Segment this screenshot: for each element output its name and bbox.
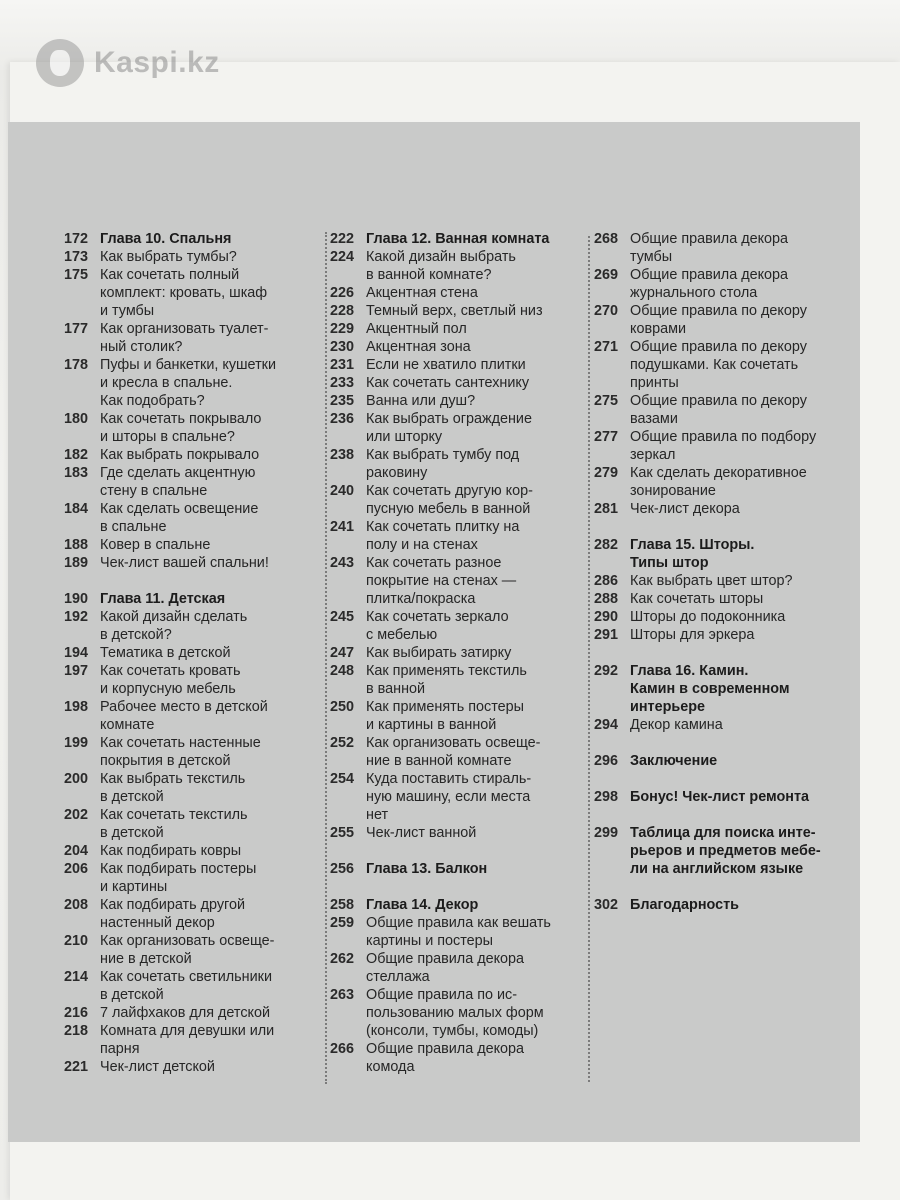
toc-entry bbox=[64, 770, 324, 806]
page-number: 298 bbox=[594, 789, 619, 805]
toc-chapter-entry bbox=[594, 824, 856, 878]
toc-entry bbox=[330, 284, 590, 302]
toc-entry bbox=[330, 338, 590, 356]
entry-title: Как применять текстиль в ванной bbox=[366, 663, 527, 697]
entry-title: Какой дизайн сделать в детской? bbox=[100, 609, 248, 643]
toc-entry bbox=[330, 734, 590, 770]
entry-title: Как сочетать полный комплект: кровать, шкаф и тумбы bbox=[100, 267, 268, 319]
section-gap bbox=[594, 878, 856, 896]
column-divider bbox=[325, 232, 327, 1084]
kaspi-logo-icon bbox=[36, 39, 84, 87]
entry-title: Как сочетать кровать и корпусную мебель bbox=[100, 663, 241, 697]
page-number: 199 bbox=[64, 735, 89, 751]
entry-title: Как организовать освеще- ние в детской bbox=[100, 933, 275, 967]
entry-title: Общие правила как вешать картины и постеры bbox=[366, 915, 551, 949]
page-number: 222 bbox=[330, 231, 355, 247]
page-number: 256 bbox=[330, 861, 355, 877]
toc-chapter-entry bbox=[594, 752, 856, 770]
entry-title: Как сочетать настенные покрытия в детской bbox=[100, 735, 261, 769]
entry-title: Как выбрать ограждение или шторку bbox=[366, 411, 532, 445]
toc-entry bbox=[64, 662, 324, 698]
page-number: 263 bbox=[330, 987, 355, 1003]
toc-entry bbox=[330, 392, 590, 410]
page-number: 250 bbox=[330, 699, 355, 715]
toc-entry bbox=[330, 986, 590, 1040]
toc-entry bbox=[64, 806, 324, 842]
toc-entry bbox=[330, 302, 590, 320]
page-number: 177 bbox=[64, 321, 89, 337]
toc-entry bbox=[64, 608, 324, 644]
page-number: 241 bbox=[330, 519, 355, 535]
toc-entry bbox=[64, 896, 324, 932]
entry-title: Общие правила по декору подушками. Как сочетать принты bbox=[630, 339, 807, 391]
page-number: 206 bbox=[64, 861, 89, 877]
page-number: 255 bbox=[330, 825, 355, 841]
page-number: 221 bbox=[64, 1059, 89, 1075]
page-number: 292 bbox=[594, 663, 619, 679]
entry-title: Шторы до подоконника bbox=[630, 609, 786, 625]
page-number: 226 bbox=[330, 285, 355, 301]
page-number: 175 bbox=[64, 267, 89, 283]
toc-entry bbox=[64, 734, 324, 770]
section-gap bbox=[330, 842, 590, 860]
entry-title: Если не хватило плитки bbox=[366, 357, 526, 373]
page-number: 216 bbox=[64, 1005, 89, 1021]
entry-title: Акцентная зона bbox=[366, 339, 471, 355]
toc-entry bbox=[64, 860, 324, 896]
toc-entry bbox=[64, 248, 324, 266]
entry-title: Как выбирать затирку bbox=[366, 645, 512, 661]
toc-entry bbox=[594, 230, 856, 266]
section-gap bbox=[64, 572, 324, 590]
page-number: 192 bbox=[64, 609, 89, 625]
toc-entry bbox=[64, 464, 324, 500]
section-gap bbox=[594, 806, 856, 824]
page-number: 286 bbox=[594, 573, 619, 589]
page-number: 277 bbox=[594, 429, 619, 445]
chapter-title: Таблица для поиска инте- рьеров и предметов мебе- ли на английском языке bbox=[630, 825, 821, 877]
watermark-text: Kaspi.kz bbox=[94, 46, 220, 79]
page-number: 258 bbox=[330, 897, 355, 913]
page-number: 238 bbox=[330, 447, 355, 463]
toc-chapter-entry bbox=[330, 230, 590, 248]
page-number: 269 bbox=[594, 267, 619, 283]
toc-chapter-entry bbox=[594, 536, 856, 572]
toc-entry bbox=[330, 554, 590, 608]
toc-entry bbox=[330, 356, 590, 374]
chapter-title: Глава 14. Декор bbox=[366, 897, 479, 913]
page-number: 247 bbox=[330, 645, 355, 661]
entry-title: Как сочетать шторы bbox=[630, 591, 764, 607]
toc-entry bbox=[594, 428, 856, 464]
page-number: 235 bbox=[330, 393, 355, 409]
entry-title: Общие правила по подбору зеркал bbox=[630, 429, 817, 463]
toc-entry bbox=[594, 392, 856, 428]
page-number: 233 bbox=[330, 375, 355, 391]
toc-entry bbox=[330, 698, 590, 734]
page-number: 252 bbox=[330, 735, 355, 751]
page-number: 194 bbox=[64, 645, 89, 661]
entry-title: Темный верх, светлый низ bbox=[366, 303, 543, 319]
toc-entry bbox=[330, 320, 590, 338]
page-number: 180 bbox=[64, 411, 89, 427]
entry-title: Общие правила по ис- пользованию малых форм (консоли, тумбы, комоды) bbox=[366, 987, 544, 1039]
section-gap bbox=[330, 878, 590, 896]
toc-column-1 bbox=[64, 230, 324, 1076]
page-number: 270 bbox=[594, 303, 619, 319]
toc-chapter-entry bbox=[64, 590, 324, 608]
toc-entry bbox=[594, 302, 856, 338]
page-number: 229 bbox=[330, 321, 355, 337]
chapter-title: Глава 12. Ванная комната bbox=[366, 231, 550, 247]
page-number: 224 bbox=[330, 249, 355, 265]
page-number: 200 bbox=[64, 771, 89, 787]
toc-entry bbox=[330, 1040, 590, 1076]
entry-title: Какой дизайн выбрать в ванной комнате? bbox=[366, 249, 516, 283]
page-number: 236 bbox=[330, 411, 355, 427]
toc-chapter-entry bbox=[330, 860, 590, 878]
entry-title: Общие правила декора стеллажа bbox=[366, 951, 525, 985]
toc-entry bbox=[594, 608, 856, 626]
entry-title: Тематика в детской bbox=[100, 645, 231, 661]
page-number: 182 bbox=[64, 447, 89, 463]
toc-entry bbox=[330, 662, 590, 698]
entry-title: Где сделать акцентную стену в спальне bbox=[100, 465, 256, 499]
page-number: 202 bbox=[64, 807, 89, 823]
toc-entry bbox=[330, 446, 590, 482]
entry-title: Как сочетать светильники в детской bbox=[100, 969, 272, 1003]
entry-title: Как подбирать постеры и картины bbox=[100, 861, 257, 895]
page-number: 197 bbox=[64, 663, 89, 679]
toc-entry bbox=[330, 608, 590, 644]
toc-entry bbox=[330, 914, 590, 950]
chapter-title: Заключение bbox=[630, 753, 718, 769]
toc-entry bbox=[330, 770, 590, 824]
page-number: 288 bbox=[594, 591, 619, 607]
toc-column-3 bbox=[594, 230, 856, 914]
page-number: 210 bbox=[64, 933, 89, 949]
toc-entry bbox=[594, 464, 856, 500]
toc-chapter-entry bbox=[330, 896, 590, 914]
entry-title: Акцентная стена bbox=[366, 285, 478, 301]
toc-entry bbox=[594, 500, 856, 518]
page-number: 302 bbox=[594, 897, 619, 913]
page-number: 218 bbox=[64, 1023, 89, 1039]
page-number: 266 bbox=[330, 1041, 355, 1057]
entry-title: Как организовать освеще- ние в ванной комнате bbox=[366, 735, 541, 769]
page-number: 282 bbox=[594, 537, 619, 553]
page-number: 245 bbox=[330, 609, 355, 625]
entry-title: Чек-лист вашей спальни! bbox=[100, 555, 269, 571]
page-number: 243 bbox=[330, 555, 355, 571]
toc-entry bbox=[330, 824, 590, 842]
page-number: 184 bbox=[64, 501, 89, 517]
toc-entry bbox=[64, 266, 324, 320]
section-gap bbox=[594, 770, 856, 788]
entry-title: Как выбрать текстиль в детской bbox=[100, 771, 246, 805]
toc-entry bbox=[64, 410, 324, 446]
toc-entry bbox=[330, 374, 590, 392]
chapter-title: Глава 15. Шторы. Типы штор bbox=[630, 537, 755, 571]
toc-entry bbox=[330, 248, 590, 284]
page-number: 214 bbox=[64, 969, 89, 985]
toc-entry bbox=[64, 320, 324, 356]
toc-entry bbox=[64, 1004, 324, 1022]
page-number: 178 bbox=[64, 357, 89, 373]
page-number: 268 bbox=[594, 231, 619, 247]
toc-chapter-entry bbox=[594, 896, 856, 914]
entry-title: Как сделать декоративное зонирование bbox=[630, 465, 807, 499]
toc-entry bbox=[64, 842, 324, 860]
chapter-title: Глава 11. Детская bbox=[100, 591, 226, 607]
page-number: 259 bbox=[330, 915, 355, 931]
page-number: 271 bbox=[594, 339, 619, 355]
page-number: 240 bbox=[330, 483, 355, 499]
page-number: 204 bbox=[64, 843, 89, 859]
entry-title: Комната для девушки или парня bbox=[100, 1023, 275, 1057]
toc-chapter-entry bbox=[594, 662, 856, 716]
toc-entry bbox=[330, 410, 590, 446]
entry-title: Рабочее место в детской комнате bbox=[100, 699, 268, 733]
chapter-title: Благодарность bbox=[630, 897, 740, 913]
entry-title: Ковер в спальне bbox=[100, 537, 211, 553]
page-number: 190 bbox=[64, 591, 89, 607]
entry-title: Общие правила декора журнального стола bbox=[630, 267, 789, 301]
toc-entry bbox=[64, 446, 324, 464]
entry-title: Пуфы и банкетки, кушетки и кресла в спальне. Как подобрать? bbox=[100, 357, 277, 409]
entry-title: Как подбирать другой настенный декор bbox=[100, 897, 246, 931]
chapter-title: Глава 10. Спальня bbox=[100, 231, 232, 247]
entry-title: Как сочетать текстиль в детской bbox=[100, 807, 248, 841]
entry-title: Как применять постеры и картины в ванной bbox=[366, 699, 525, 733]
toc-entry bbox=[64, 698, 324, 734]
entry-title: Как сделать освещение в спальне bbox=[100, 501, 259, 535]
entry-title: Ванна или душ? bbox=[366, 393, 476, 409]
page-number: 281 bbox=[594, 501, 619, 517]
entry-title: Общие правила декора комода bbox=[366, 1041, 525, 1075]
toc-entry bbox=[64, 536, 324, 554]
entry-title: Как сочетать покрывало и шторы в спальне? bbox=[100, 411, 262, 445]
toc-entry bbox=[594, 590, 856, 608]
page-number: 172 bbox=[64, 231, 89, 247]
toc-entry bbox=[64, 356, 324, 410]
page-number: 228 bbox=[330, 303, 355, 319]
entry-title: Как выбрать тумбу под раковину bbox=[366, 447, 520, 481]
page-number: 173 bbox=[64, 249, 89, 265]
toc-entry bbox=[64, 968, 324, 1004]
toc-entry bbox=[64, 644, 324, 662]
chapter-title: Глава 13. Балкон bbox=[366, 861, 488, 877]
entry-title: Общие правила по декору коврами bbox=[630, 303, 807, 337]
toc-entry bbox=[594, 572, 856, 590]
entry-title: Акцентный пол bbox=[366, 321, 467, 337]
page-number: 296 bbox=[594, 753, 619, 769]
page-number: 291 bbox=[594, 627, 619, 643]
page-number: 189 bbox=[64, 555, 89, 571]
page-number: 299 bbox=[594, 825, 619, 841]
toc-column-2 bbox=[330, 230, 590, 1076]
entry-title: Как сочетать сантехнику bbox=[366, 375, 530, 391]
page-number: 262 bbox=[330, 951, 355, 967]
entry-title: Как сочетать плитку на полу и на стенах bbox=[366, 519, 520, 553]
toc-entry bbox=[594, 266, 856, 302]
chapter-title: Бонус! Чек-лист ремонта bbox=[630, 789, 810, 805]
page-number: 290 bbox=[594, 609, 619, 625]
toc-entry bbox=[64, 554, 324, 572]
entry-title: Чек-лист ванной bbox=[366, 825, 477, 841]
entry-title: Как сочетать зеркало с мебелью bbox=[366, 609, 509, 643]
toc-entry bbox=[64, 1022, 324, 1058]
section-gap bbox=[594, 734, 856, 752]
chapter-title: Глава 16. Камин. Камин в современном интерьере bbox=[630, 663, 790, 715]
entry-title: Как сочетать другую кор- пусную мебель в ванной bbox=[366, 483, 533, 517]
entry-title: Декор камина bbox=[630, 717, 723, 733]
entry-title: Общие правила декора тумбы bbox=[630, 231, 789, 265]
toc-entry bbox=[330, 518, 590, 554]
watermark bbox=[36, 38, 220, 88]
page-number: 230 bbox=[330, 339, 355, 355]
page-number: 188 bbox=[64, 537, 89, 553]
page-number: 254 bbox=[330, 771, 355, 787]
toc-entry bbox=[594, 626, 856, 644]
page-number: 231 bbox=[330, 357, 355, 373]
toc-chapter-entry bbox=[594, 788, 856, 806]
entry-title: Как выбрать тумбы? bbox=[100, 249, 237, 265]
page-number: 208 bbox=[64, 897, 89, 913]
section-gap bbox=[594, 518, 856, 536]
entry-title: Как подбирать ковры bbox=[100, 843, 242, 859]
entry-title: 7 лайфхаков для детской bbox=[100, 1005, 271, 1021]
toc-entry bbox=[330, 644, 590, 662]
entry-title: Чек-лист детской bbox=[100, 1059, 215, 1075]
toc-entry bbox=[594, 716, 856, 734]
entry-title: Как организовать туалет- ный столик? bbox=[100, 321, 269, 355]
section-gap bbox=[594, 644, 856, 662]
entry-title: Общие правила по декору вазами bbox=[630, 393, 807, 427]
page-number: 248 bbox=[330, 663, 355, 679]
page-number: 183 bbox=[64, 465, 89, 481]
toc-entry bbox=[330, 950, 590, 986]
page-number: 294 bbox=[594, 717, 619, 733]
toc-entry bbox=[330, 482, 590, 518]
entry-title: Куда поставить стираль- ную машину, если места нет bbox=[366, 771, 532, 823]
entry-title: Шторы для эркера bbox=[630, 627, 755, 643]
toc-entry bbox=[64, 932, 324, 968]
entry-title: Чек-лист декора bbox=[630, 501, 740, 517]
toc-chapter-entry bbox=[64, 230, 324, 248]
entry-title: Как сочетать разное покрытие на стенах — плитка/покраска bbox=[366, 555, 517, 607]
page-number: 279 bbox=[594, 465, 619, 481]
page-number: 275 bbox=[594, 393, 619, 409]
toc-entry bbox=[594, 338, 856, 392]
toc-entry bbox=[64, 500, 324, 536]
toc-entry bbox=[64, 1058, 324, 1076]
entry-title: Как выбрать покрывало bbox=[100, 447, 260, 463]
entry-title: Как выбрать цвет штор? bbox=[630, 573, 793, 589]
page-number: 198 bbox=[64, 699, 89, 715]
